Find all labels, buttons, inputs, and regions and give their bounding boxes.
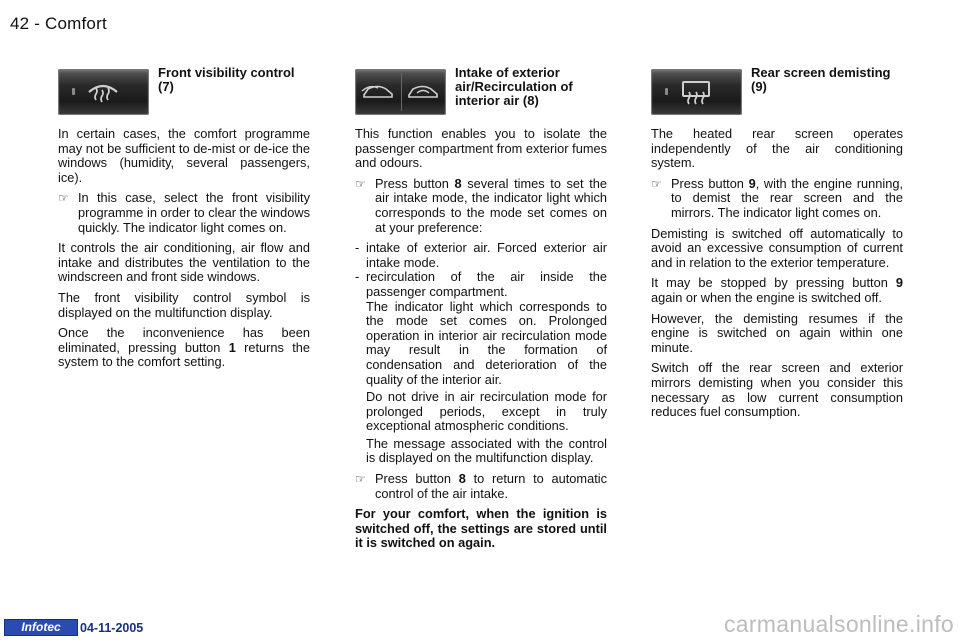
- text-run: several times to set the air intake mode, the indicator light which corresponds to the mode set comes on at your preference:: [375, 175, 607, 235]
- dash-item: [355, 270, 607, 299]
- paragraph: [58, 326, 310, 370]
- paragraph: The front visibility control symbol is displayed on the multifunction display.: [58, 289, 310, 320]
- front-visibility-button-image: [58, 69, 149, 115]
- indicator-light-icon: [665, 88, 668, 95]
- bullet-item: [355, 177, 607, 235]
- rear-screen-header: [651, 66, 903, 118]
- text-run: Once the inconvenience has been eliminated, pressing button: [58, 325, 310, 355]
- rear-screen-button-image: [651, 69, 742, 115]
- pointing-hand-icon: ☞: [355, 472, 366, 487]
- bullet-text: [375, 472, 607, 501]
- bullet-text: [375, 177, 607, 235]
- dash-item: [355, 241, 607, 270]
- dash-marker: -: [355, 269, 360, 285]
- bullet-text: In this case, select the front visibility programme in order to clear the windows quickly. The indicator light comes on.: [78, 190, 310, 235]
- air-intake-section: [355, 66, 607, 557]
- infotec-logo: Infotec: [4, 619, 78, 636]
- footer-date: 04-11-2005: [80, 621, 144, 635]
- rear-screen-section: [651, 66, 903, 426]
- button-number: 1: [228, 339, 236, 355]
- recirculation-car-icon: [406, 82, 440, 102]
- paragraph: However, the demisting resumes if the engine is switched on again within one minute.: [651, 310, 903, 355]
- dash-text: recirculation of the air inside the passenger compartment.: [366, 269, 607, 299]
- air-intake-header: [355, 66, 607, 118]
- text-run: , with the engine running, to demist the rear screen and the mirrors. The indicator light comes on.: [671, 175, 903, 220]
- text-run: It may be stopped by pressing button: [651, 275, 896, 291]
- text-run: again or when the engine is switched off.: [651, 289, 882, 305]
- section-title: Front visibility control (7): [158, 65, 295, 94]
- sub-paragraph: The message associated with the control is displayed on the multifunction display.: [366, 435, 607, 466]
- paragraph: It controls the air conditioning, air flow and intake and distributes the ventilation to the windscreen and front side windows.: [58, 240, 310, 285]
- section-title: Intake of exterior air/Recirculation of interior air (8): [455, 65, 573, 108]
- front-visibility-header: [58, 66, 310, 118]
- bold-note: For your comfort, when the ignition is switched off, the settings are stored until it is switched on again.: [355, 506, 607, 551]
- rear-demist-icon: [679, 78, 713, 106]
- paragraph: This function enables you to isolate the passenger compartment from exterior fumes and odours.: [355, 126, 607, 171]
- windscreen-demist-icon: [86, 78, 120, 106]
- front-visibility-section: [58, 66, 310, 376]
- paragraph: The heated rear screen operates independently of the air conditioning system.: [651, 126, 903, 171]
- text-run: Press button: [375, 471, 459, 487]
- paragraph: Demisting is switched off automatically to avoid an excessive consumption of current and in relation to the exterior temperature.: [651, 225, 903, 270]
- pointing-hand-icon: ☞: [58, 191, 69, 206]
- page-title: 42 - Comfort: [10, 14, 107, 33]
- button-number: 9: [895, 275, 903, 291]
- watermark: carmanualsonline.info: [723, 611, 954, 637]
- bullet-item: [355, 472, 607, 501]
- text-run: returns the system to the comfort setting.: [58, 339, 310, 370]
- text-run: to return to automatic control of the air intake.: [375, 471, 607, 501]
- button-number: 8: [454, 175, 462, 191]
- bullet-text: [671, 177, 903, 221]
- sub-paragraph: Do not drive in air recirculation mode for prolonged periods, except in truly exceptional atmospheric conditions.: [366, 389, 607, 434]
- text-run: Press button: [375, 175, 455, 191]
- pointing-hand-icon: ☞: [355, 176, 366, 191]
- air-intake-button-image: [355, 69, 446, 115]
- text-run: Press button: [671, 175, 749, 191]
- button-number: 8: [458, 471, 466, 487]
- exterior-air-car-icon: [361, 82, 395, 102]
- section-title: Rear screen demisting (9): [751, 65, 891, 94]
- paragraph: In certain cases, the comfort programme may not be sufficient to de-mist or de-ice the windows (humidity, several passengers, ice).: [58, 126, 310, 185]
- bullet-item: [651, 177, 903, 221]
- button-number: 9: [748, 175, 756, 191]
- indicator-light-icon: [72, 88, 75, 95]
- paragraph: Switch off the rear screen and exterior mirrors demisting when you consider this necessary as low current consumption reduces fuel consumption.: [651, 360, 903, 420]
- bullet-item: [58, 191, 310, 235]
- pointing-hand-icon: ☞: [651, 176, 662, 191]
- dash-text: intake of exterior air. Forced exterior air intake mode.: [366, 240, 607, 270]
- sub-paragraph: The indicator light which corresponds to the mode set comes on. Prolonged operation in interior air recirculation mode may result in the formation of condensation and deterioration of the quality of the interior air.: [366, 298, 607, 387]
- dash-marker: -: [355, 240, 360, 256]
- paragraph: [651, 276, 903, 305]
